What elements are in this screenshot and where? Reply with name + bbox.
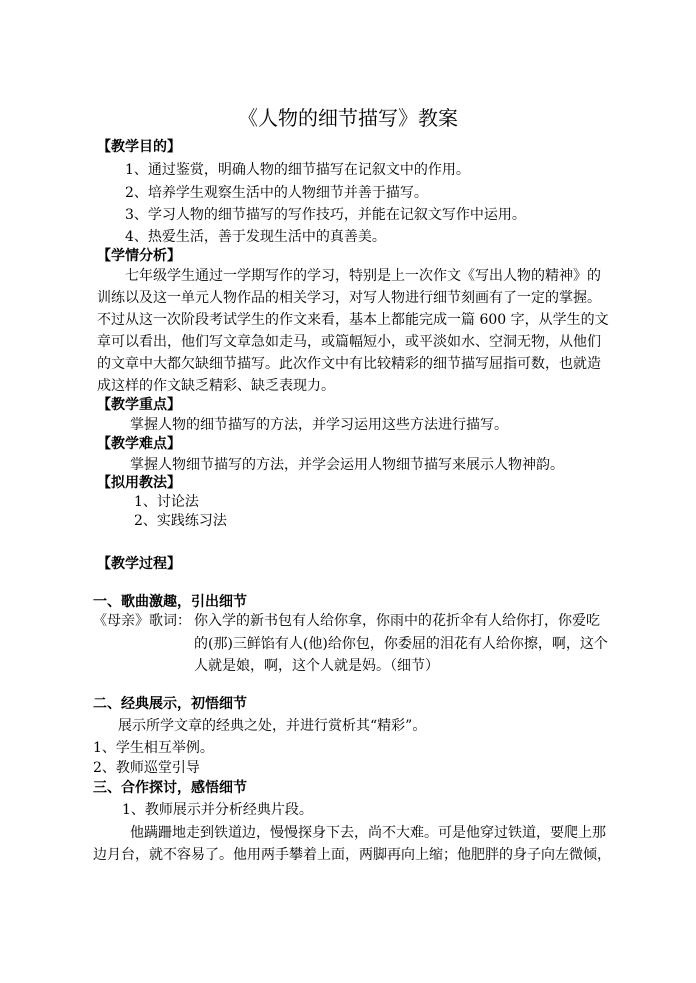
lyric-line: 的(那)三鲜馅有人(他)给你包，你委屈的泪花有人给你擦，啊，这个 [194,636,608,652]
passage-line: 边月台，就不容易了。他用两手攀着上面，两脚再向上缩；他肥胖的身子向左微倾， [93,847,611,863]
analysis-line: 的文章中大都欠缺细节描写。此次作文中有比较精彩的细节描写屈指可数，也就造 [97,356,601,372]
passage-line: 他蹒跚地走到铁道边，慢慢探身下去，尚不大难。可是他穿过铁道，要爬上那 [130,825,606,841]
method-item: 1、讨论法 [134,494,199,510]
difficulty-heading: 【教学难点】 [97,436,181,452]
lyric-label: 《母亲》歌词： [93,613,191,629]
part2-item: 2、教师巡堂引导 [93,760,200,776]
objective-item: 2、培养学生观察生活中的人物细节并善于描写。 [125,185,428,201]
part3-heading: 三、合作探讨，感悟细节 [93,780,247,796]
part2-heading: 二、经典展示，初悟细节 [93,696,247,712]
analysis-heading: 【学情分析】 [97,248,181,264]
lyric-line: 你入学的新书包有人给你拿，你雨中的花折伞有人给你打，你爱吃 [194,613,600,629]
part1-heading: 一、歌曲激趣，引出细节 [93,594,247,610]
method-item: 2、实践练习法 [134,513,227,529]
key-point-text: 掌握人物的细节描写的方法，并学习运用这些方法进行描写。 [130,417,508,433]
methods-heading: 【拟用教法】 [97,475,181,491]
analysis-line: 章可以看出，他们写文章急如走马，或篇幅短小，或平淡如水、空洞无物，从他们 [97,334,601,350]
lyric-line: 人就是娘，啊，这个人就是妈。（细节） [194,658,439,674]
objectives-heading: 【教学目的】 [97,139,181,155]
objective-item: 3、学习人物的细节描写的写作技巧，并能在记叙文写作中运用。 [125,207,526,223]
analysis-line: 训练以及这一单元人物作品的相关学习，对写人物进行细节刻画有了一定的掌握。 [97,290,601,306]
analysis-line: 七年级学生通过一学期写作的学习，特别是上一次作文《写出人物的精神》的 [125,268,601,284]
analysis-line: 不过从这一次阶段考试学生的作文来看，基本上都能完成一篇 600 字，从学生的文 [97,312,609,328]
key-point-heading: 【教学重点】 [97,397,181,413]
part2-item: 1、学生相互举例。 [93,740,214,756]
analysis-line: 成这样的作文缺乏精彩、缺乏表现力。 [97,378,335,394]
objective-item: 1、通过鉴赏，明确人物的细节描写在记叙文中的作用。 [125,162,470,178]
difficulty-text: 掌握人物细节描写的方法，并学会运用人物细节描写来展示人物神韵。 [130,457,564,473]
part3-item: 1、教师展示并分析经典片段。 [122,802,313,818]
objective-item: 4、热爱生活，善于发现生活中的真善美。 [125,229,386,245]
part2-intro: 展示所学文章的经典之处，并进行赏析其“精彩”。 [118,718,427,734]
process-heading: 【教学过程】 [97,556,181,572]
document-title: 《人物的细节描写》教案 [238,106,458,130]
